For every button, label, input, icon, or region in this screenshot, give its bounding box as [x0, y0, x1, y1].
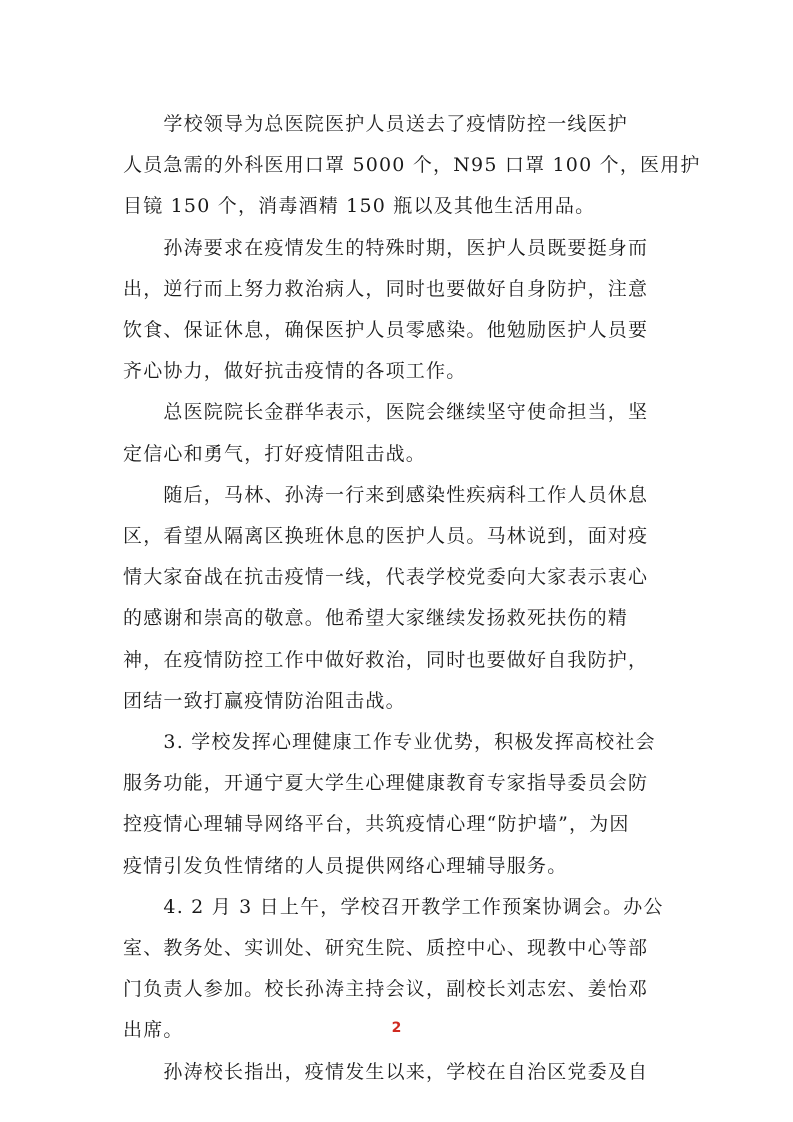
text-line: 饮食、保证休息，确保医护人员零感染。他勉励医护人员要 — [123, 319, 649, 342]
text-line: 总医院院长金群华表示，医院会继续坚守使命担当，坚 — [123, 401, 649, 424]
text-line: 学校领导为总医院医护人员送去了疫情防控一线医护 — [123, 113, 629, 135]
text-line: 定信心和勇气，打好疫情阻击战。 — [123, 442, 427, 465]
paragraph-supplies — [123, 104, 701, 228]
text-line: 控疫情心理辅导网络平台，共筑疫情心理“防护墙”，为因 — [123, 813, 630, 836]
text-line: 人员急需的外科医用口罩 5000 个，N95 口罩 100 个，医用护 — [123, 154, 701, 177]
text-line: 门负责人参加。校长孙涛主持会议，副校长刘志宏、姜怡邓 — [123, 978, 649, 1001]
text-line: 目镜 150 个，消毒酒精 150 瓶以及其他生活用品。 — [123, 195, 596, 218]
text-line: 3. 学校发挥心理健康工作专业优势，积极发挥高校社会 — [123, 731, 656, 754]
paragraph-requirements — [123, 228, 683, 393]
page-number: 2 — [391, 1020, 402, 1036]
text-line: 齐心协力，做好抗击疫情的各项工作。 — [123, 360, 467, 383]
paragraph-president-remarks — [123, 1052, 683, 1093]
paragraph-item-3 — [123, 722, 683, 887]
text-line: 孙涛要求在疫情发生的特殊时期，医护人员既要挺身而 — [123, 236, 649, 259]
paragraph-visit — [123, 475, 683, 722]
text-line: 情大家奋战在抗击疫情一线，代表学校党委向大家表示衷心 — [123, 566, 649, 589]
text-line: 团结一致打赢疫情防治阻击战。 — [123, 689, 406, 712]
text-line: 疫情引发负性情绪的人员提供网络心理辅导服务。 — [123, 854, 568, 877]
text-line: 出席。 — [123, 1019, 184, 1042]
text-line: 服务功能，开通宁夏大学生心理健康教育专家指导委员会防 — [123, 772, 649, 795]
text-line: 孙涛校长指出，疫情发生以来，学校在自治区党委及自 — [123, 1060, 649, 1083]
text-line: 神，在疫情防控工作中做好救治，同时也要做好自我防护， — [123, 648, 649, 671]
text-line: 区，看望从隔离区换班休息的医护人员。马林说到，面对疫 — [123, 525, 649, 548]
text-line: 室、教务处、实训处、研究生院、质控中心、现教中心等部 — [123, 937, 649, 960]
text-line: 的感谢和崇高的敬意。他希望大家继续发扬救死扶伤的精 — [123, 607, 629, 630]
text-line: 随后，马林、孙涛一行来到感染性疾病科工作人员休息 — [123, 483, 649, 506]
text-line: 4. 2 月 3 日上午，学校召开教学工作预案协调会。办公 — [123, 895, 664, 918]
paragraph-hospital-director — [123, 392, 683, 474]
text-line: 出，逆行而上努力救治病人，同时也要做好自身防护，注意 — [123, 277, 649, 300]
body-text — [123, 104, 701, 1093]
